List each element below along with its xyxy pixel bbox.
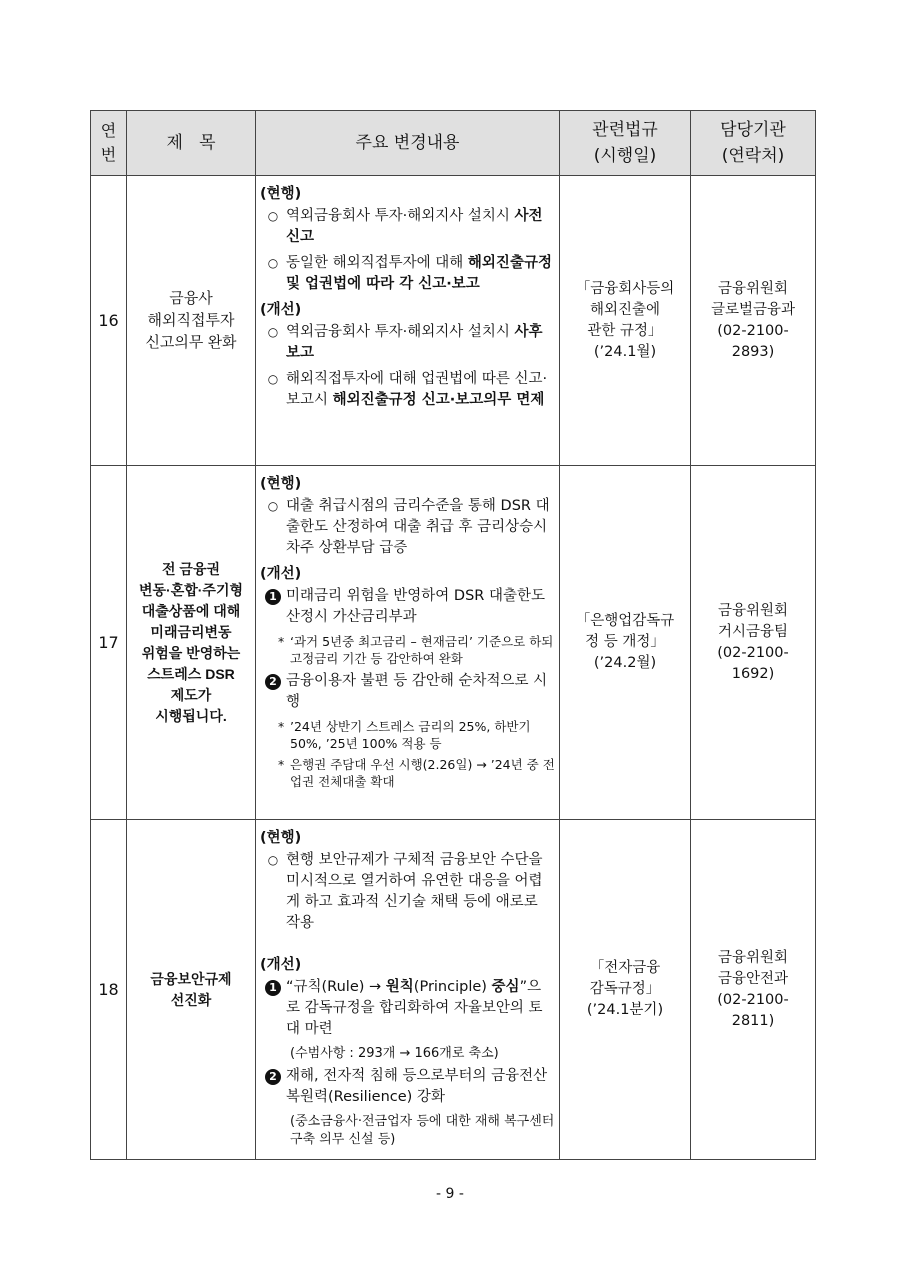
row-no: 18 (91, 820, 127, 1160)
row-org: 금융위원회 거시금융팀 (02-2100- 1692) (691, 466, 816, 820)
row-title: 금융사 해외직접투자 신고의무 완화 (127, 176, 256, 466)
number-two-icon: 2 (265, 674, 281, 690)
number-two-icon: 2 (265, 1069, 281, 1085)
current-label: (현행) (260, 186, 302, 202)
improve-label: (개선) (260, 957, 302, 973)
row-law: 「금융회사등의 해외진출에 관한 규정」 (’24.1월) (560, 176, 691, 466)
list-item: 1 미래금리 위험을 반영하여 DSR 대출한도 산정시 가산금리부과 (260, 586, 555, 628)
circle-bullet-icon: ○ (267, 499, 279, 513)
policy-table (90, 110, 816, 1160)
header-org: 담당기관 (연락처) (691, 111, 816, 176)
circle-bullet-icon: ○ (267, 325, 279, 339)
row-content (256, 466, 560, 820)
number-one-icon: 1 (265, 980, 281, 996)
current-label: (현행) (260, 476, 302, 492)
circle-bullet-icon: ○ (267, 372, 279, 386)
list-item: ○ 해외직접투자에 대해 업권법에 따른 신고·보고시 해외진출규정 신고·보고의무 면제 (260, 369, 555, 411)
circle-bullet-icon: ○ (267, 209, 279, 223)
header-title: 제 목 (127, 111, 256, 176)
list-item-note: (수범사항 : 293개 → 166개로 축소) (290, 1046, 499, 1061)
row-org: 금융위원회 글로벌금융과 (02-2100- 2893) (691, 176, 816, 466)
list-item: 1 “규칙(Rule) → 원칙(Principle) 중심”으로 감독규정을 합리화하여 자율보안의 토대 마련 (260, 977, 555, 1040)
header-law: 관련법규 (시행일) (560, 111, 691, 176)
footnote: * ’24년 상반기 스트레스 금리의 25%, 하반기 50%, ’25년 100% 적용 등 (278, 719, 531, 751)
row-content (256, 820, 560, 1160)
table-row (91, 820, 816, 1160)
table-row (91, 466, 816, 820)
row-title: 금융보안규제 선진화 (127, 820, 256, 1160)
header-no: 연 번 (91, 111, 127, 176)
row-no: 17 (91, 466, 127, 820)
list-item: 2 재해, 전자적 침해 등으로부터의 금융전산 복원력(Resilience) 강화 (260, 1066, 555, 1108)
list-item: ○ 대출 취급시점의 금리수준을 통해 DSR 대출한도 산정하여 대출 취급 후 금리상승시 차주 상환부담 급증 (260, 496, 555, 559)
list-item: ○ 동일한 해외직접투자에 대해 해외진출규정 및 업권법에 따라 각 신고·보고 (260, 253, 555, 295)
row-title: 전 금융권 변동·혼합·주기형 대출상품에 대해 미래금리변동 위험을 반영하는 스트레스 DSR 제도가 시행됩니다. (127, 466, 256, 820)
page-number: - 9 - (436, 1186, 464, 1202)
improve-label: (개선) (260, 302, 302, 318)
row-no: 16 (91, 176, 127, 466)
header-content: 주요 변경내용 (256, 111, 560, 176)
table-row (91, 176, 816, 466)
number-one-icon: 1 (265, 589, 281, 605)
current-label: (현행) (260, 830, 302, 846)
row-content (256, 176, 560, 466)
table-header-row (91, 111, 816, 176)
list-item: ○ 역외금융회사 투자·해외지사 설치시 사후보고 (260, 322, 555, 364)
list-item: ○ 현행 보안규제가 구체적 금융보안 수단을 미시적으로 열거하여 유연한 대응을 어렵게 하고 효과적 신기술 채택 등에 애로로 작용 (260, 850, 555, 934)
circle-bullet-icon: ○ (267, 853, 279, 867)
improve-label: (개선) (260, 566, 302, 582)
row-law: 「전자금융 감독규정」 (’24.1분기) (560, 820, 691, 1160)
footnote: * 은행권 주담대 우선 시행(2.26일) → ’24년 중 전업권 전체대출 확대 (278, 757, 555, 789)
circle-bullet-icon: ○ (267, 256, 279, 270)
footnote: * ‘과거 5년중 최고금리 – 현재금리’ 기준으로 하되 고정금리 기간 등 감안하여 완화 (278, 634, 554, 666)
list-item-note: (중소금융사·전금업자 등에 대한 재해 복구센터 구축 의무 신설 등) (290, 1114, 555, 1147)
row-org: 금융위원회 금융안전과 (02-2100- 2811) (691, 820, 816, 1160)
list-item: 2 금융이용자 불편 등 감안해 순차적으로 시행 (260, 671, 555, 713)
list-item: ○ 역외금융회사 투자·해외지사 설치시 사전신고 (260, 206, 555, 248)
row-law: 「은행업감독규 정 등 개정」 (’24.2월) (560, 466, 691, 820)
